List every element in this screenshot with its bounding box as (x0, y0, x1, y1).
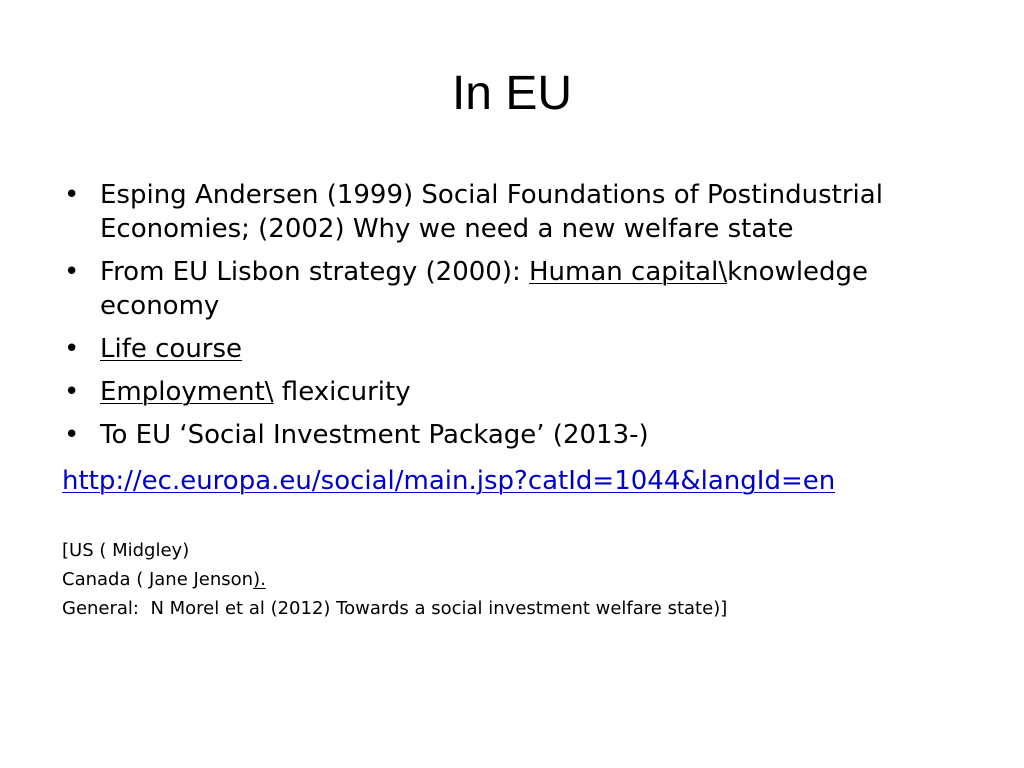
bullet-item (62, 178, 972, 246)
bullet-dot-icon: • (64, 334, 80, 364)
bullet-item (62, 375, 972, 409)
note-line-canada (62, 565, 1002, 594)
note-text: Canada ( Jane Jenson (62, 569, 254, 590)
bullet-dot-icon: • (64, 377, 80, 407)
underlined-text: Human capital\ (529, 257, 728, 287)
underlined-text: ). (253, 569, 266, 590)
bullet-item (62, 255, 972, 323)
eu-social-link[interactable]: http://ec.europa.eu/social/main.jsp?catId=1044&langId=en (62, 466, 836, 496)
bullet-dot-icon: • (64, 420, 80, 450)
slide-title: In EU (451, 67, 573, 120)
bullet-item (62, 332, 972, 366)
bullet-text: Esping Andersen (1999) Social Foundations of Postindustrial Economies; (2002) Why we need a new welfare state (100, 180, 883, 244)
underlined-text: Life course (100, 334, 243, 364)
note-line-us: [US ( Midgley) (62, 540, 190, 561)
bullet-dot-icon: • (64, 180, 80, 210)
bullet-text: flexicurity (273, 377, 411, 407)
note-line-general: General: N Morel et al (2012) Towards a social investment welfare state)] (62, 598, 728, 619)
bullet-text: From EU Lisbon strategy (2000): (100, 257, 529, 287)
underlined-text: Employment\ (100, 377, 274, 407)
bullet-text: To EU ‘Social Investment Package’ (2013-) (100, 420, 649, 450)
bullet-item (62, 418, 972, 452)
notes-block (62, 536, 1002, 623)
bullet-dot-icon: • (64, 257, 80, 287)
bullet-text: knowledge economy (100, 257, 869, 321)
bullet-list (62, 178, 972, 461)
